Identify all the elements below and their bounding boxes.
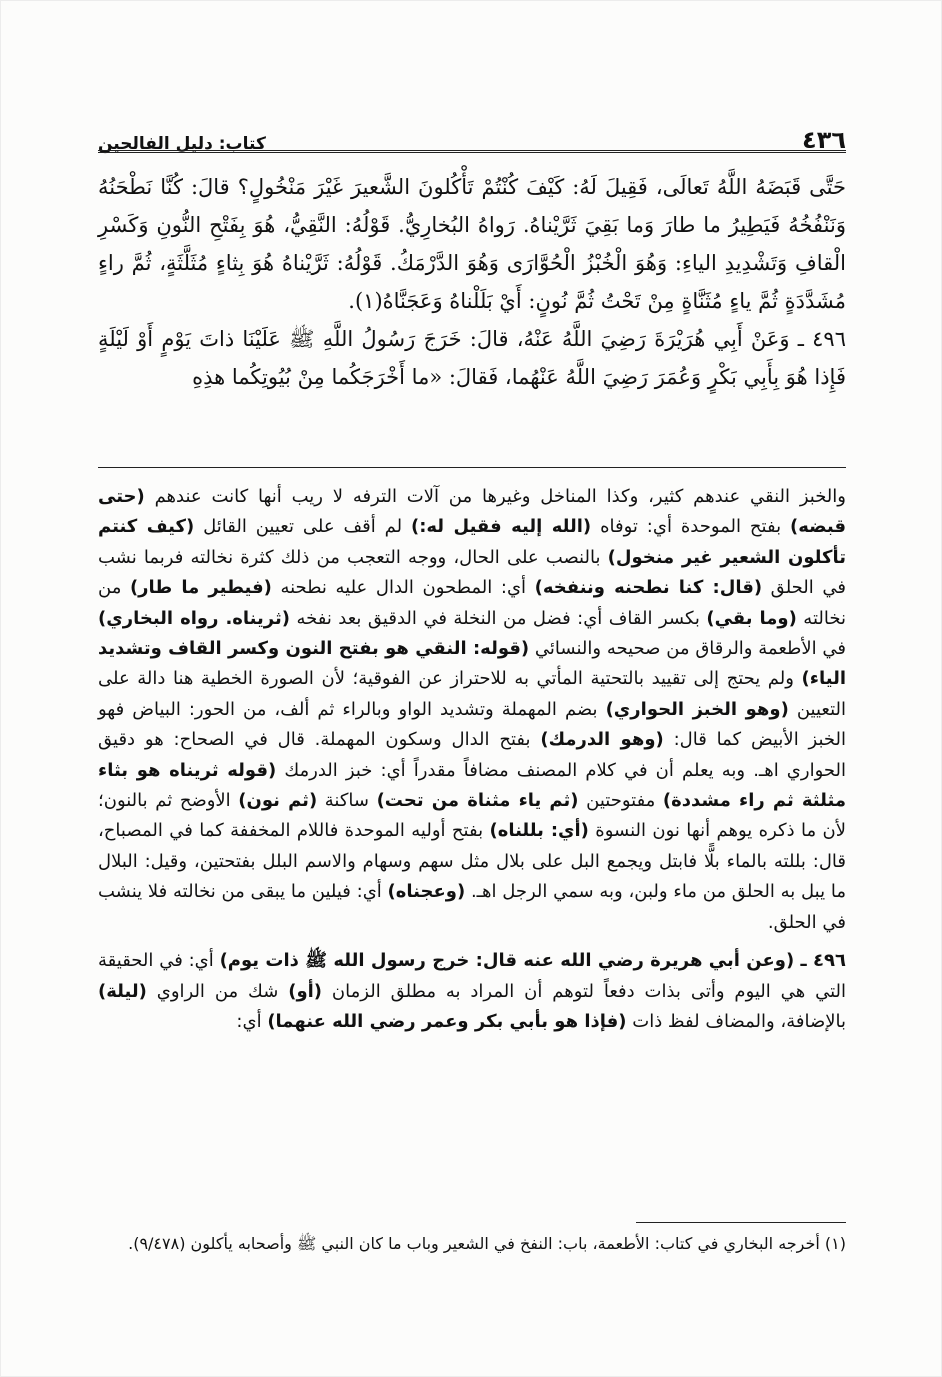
quoted-matn-text: (ثم نون)	[238, 790, 318, 812]
commentary-text	[98, 482, 846, 1045]
commentary-segment: بفتح الموحدة أي: توفاه	[591, 516, 790, 538]
commentary-segment: مفتوحتين	[578, 790, 663, 812]
commentary-segment: بضم المهملة وتشديد الواو وبالراء ثم ألف، من الحور: البياض فهو الخبز الأبيض كما قال:	[98, 698, 847, 751]
page-number: ٤٣٦	[802, 126, 846, 154]
commentary-segment: شك من الراوي	[146, 980, 289, 1002]
book-title: كتاب: دليل الفالحين	[98, 134, 266, 154]
commentary-segment: أي:	[236, 1010, 268, 1032]
quoted-matn-text: ٤٩٦ ـ (وعن أبي هريرة رضي الله عنه قال: خرج رسول الله ﷺ ذات يوم)	[219, 950, 846, 972]
quoted-matn-text: (وهو الدرمك)	[540, 729, 664, 751]
quoted-matn-text: (ثريناه. رواه البخاري)	[98, 607, 290, 629]
quoted-matn-text: (ثم ياء مثناة من تحت)	[376, 790, 579, 812]
separator-rule	[98, 467, 846, 468]
commentary-segment: بالإضافة، والمضاف لفظ ذات	[626, 1010, 846, 1032]
commentary-segment: من نخالته	[98, 577, 846, 629]
quoted-matn-text: (وما بقي)	[706, 607, 797, 629]
commentary-segment: أي: فيلين ما يبقى من نخالته فلا ينشب في الحلق.	[98, 881, 846, 933]
quoted-matn-text: (فيطير ما طار)	[129, 577, 272, 599]
main-text	[98, 168, 846, 396]
quoted-matn-text: (الله إليه فقيل له:)	[410, 516, 592, 538]
commentary-segment: ولم يحتج إلى تقييد بالتحتية المأتي به للاحتراز عن الفوقية؛ لأن الصورة الخطية هنا دالة على التعيين	[98, 668, 847, 720]
quoted-matn-text: (قال: كنا نطحنه وننفخه)	[534, 577, 763, 599]
commentary-segment: بفتح الدال وسكون المهملة. قال في الصحاح: هو دقيق الحواري اهـ. وبه يعلم أن في كلام المصنف مضافاً مقدراً أي: خبز الدرمك	[98, 729, 846, 781]
commentary-segment: أي: المطحون الدال عليه نطحنه	[271, 577, 535, 599]
commentary-segment: ساكنة	[317, 790, 377, 812]
commentary-segment: أي: في الحقيقة التي هي اليوم وأتى بذات دفعاً لتوهم أن المراد به مطلق الزمان	[98, 950, 846, 1002]
footnote-rule	[636, 1222, 846, 1223]
quoted-matn-text: (فإذا هو بأبي بكر وعمر رضي الله عنهما)	[267, 1010, 627, 1032]
commentary-paragraph	[98, 482, 846, 938]
commentary-segment: الأوضح ثم بالنون؛ لأن ما ذكره يوهم أنها نون النسوة	[98, 790, 846, 842]
matn-paragraph: حَتَّى قَبَضَهُ اللَّهُ تَعالَى، فَقِيلَ لَهُ: كَيْفَ كُنْتُمْ تَأْكُلونَ الشَّعيرَ غَيْرَ مَنْخُولٍ؟ قالَ: كُنَّا نَطْحَنُهُ وَنَنْفُخُهُ فَيَطِيرُ ما طارَ وَما بَقِيَ ثَرَّيْناهُ. رَواهُ البُخارِيُّ. قَوْلُهُ: النَّقِيُّ، هُوَ بِفَتْحِ النُّونِ وَكَسْرِ الْقافِ وَتَشْدِيدِ الياءِ: وَهُوَ الْخُبْزُ الْحُوَّارَى وَهُوَ الدَّرْمَكُ. قَوْلُهُ: ثَرَّيْناهُ هُوَ بِثاءٍ مُثَلَّثَةٍ، ثُمَّ راءٍ مُشَدَّدَةٍ ثُمَّ ياءٍ مُثَنَّاةٍ مِنْ تَحْتُ ثُمَّ نُونٍ: أَيْ بَلَلْناهُ وَعَجَنَّاهُ(١).	[98, 175, 846, 313]
quoted-matn-text: (ليلة)	[98, 980, 147, 1002]
commentary-segment: في الأطعمة والرقاق من صحيحه والنسائي	[529, 638, 846, 660]
quoted-matn-text: (قوله ثريناه هو بثاء مثلثة ثم راء مشددة)	[98, 759, 846, 812]
quoted-matn-text: (كيف كنتم تأكلون الشعير غير منخول)	[98, 516, 847, 568]
commentary-segment: لم أقف على تعيين القائل	[194, 516, 411, 538]
footnote: (١) أخرجه البخاري في كتاب: الأطعمة، باب: النفخ في الشعير وباب ما كان النبي ﷺ وأصحابه يأكلون (٩/٤٧٨).	[128, 1234, 846, 1253]
quoted-matn-text: (قوله: النقي هو بفتح النون وكسر القاف وتشديد الياء)	[98, 638, 846, 690]
quoted-matn-text: (وهو الخبز الحواري)	[605, 698, 789, 720]
running-header	[98, 118, 846, 154]
matn-paragraph: ٤٩٦ ـ وَعَنْ أَبِي هُرَيْرَةَ رَضِيَ اللَّهُ عَنْهُ، قالَ: خَرَجَ رَسُولُ اللَّهِ ﷺ عَلَيْنَا ذاتَ يَوْمٍ أَوْ لَيْلَةٍ فَإِذا هُوَ بِأَبِي بَكْرٍ وَعُمَرَ رَضِيَ اللَّهُ عَنْهُما، فَقالَ: «ما أَخْرَجَكُما مِنْ بُيُوتِكُما هذِهِ	[98, 327, 846, 389]
header-rule	[98, 150, 846, 153]
quoted-matn-text: (أي: بللناه)	[489, 820, 589, 842]
quoted-matn-text: (وعجناه)	[387, 881, 466, 903]
commentary-segment: والخبز النقي عندهم كثير، وكذا المناخل وغيرها من آلات الترفه لا ريب أنها كانت عندهم	[144, 486, 846, 507]
quoted-matn-text: (أو)	[288, 980, 323, 1002]
quoted-matn-text: (حتى قبضه)	[98, 486, 847, 538]
commentary-segment: بالنصب على الحال، ووجه التعجب من ذلك كثرة نخالته فربما نشب في الحلق	[98, 546, 846, 599]
commentary-segment: بفتح أوليه الموحدة فاللام المخففة كما في المصباح، قال: بللته بالماء بلًّا فابتل ويجمع البل على بلال مثل سهم وسهام والاسم البلل بفتحتين، وقيل: البلال ما يبل به الحلق من ماء ولبن، وبه سمي الرجل اهـ.	[98, 820, 846, 903]
commentary-segment: بكسر القاف أي: فضل من النخلة في الدقيق بعد نفخه	[289, 607, 707, 629]
commentary-paragraph	[98, 946, 846, 1037]
